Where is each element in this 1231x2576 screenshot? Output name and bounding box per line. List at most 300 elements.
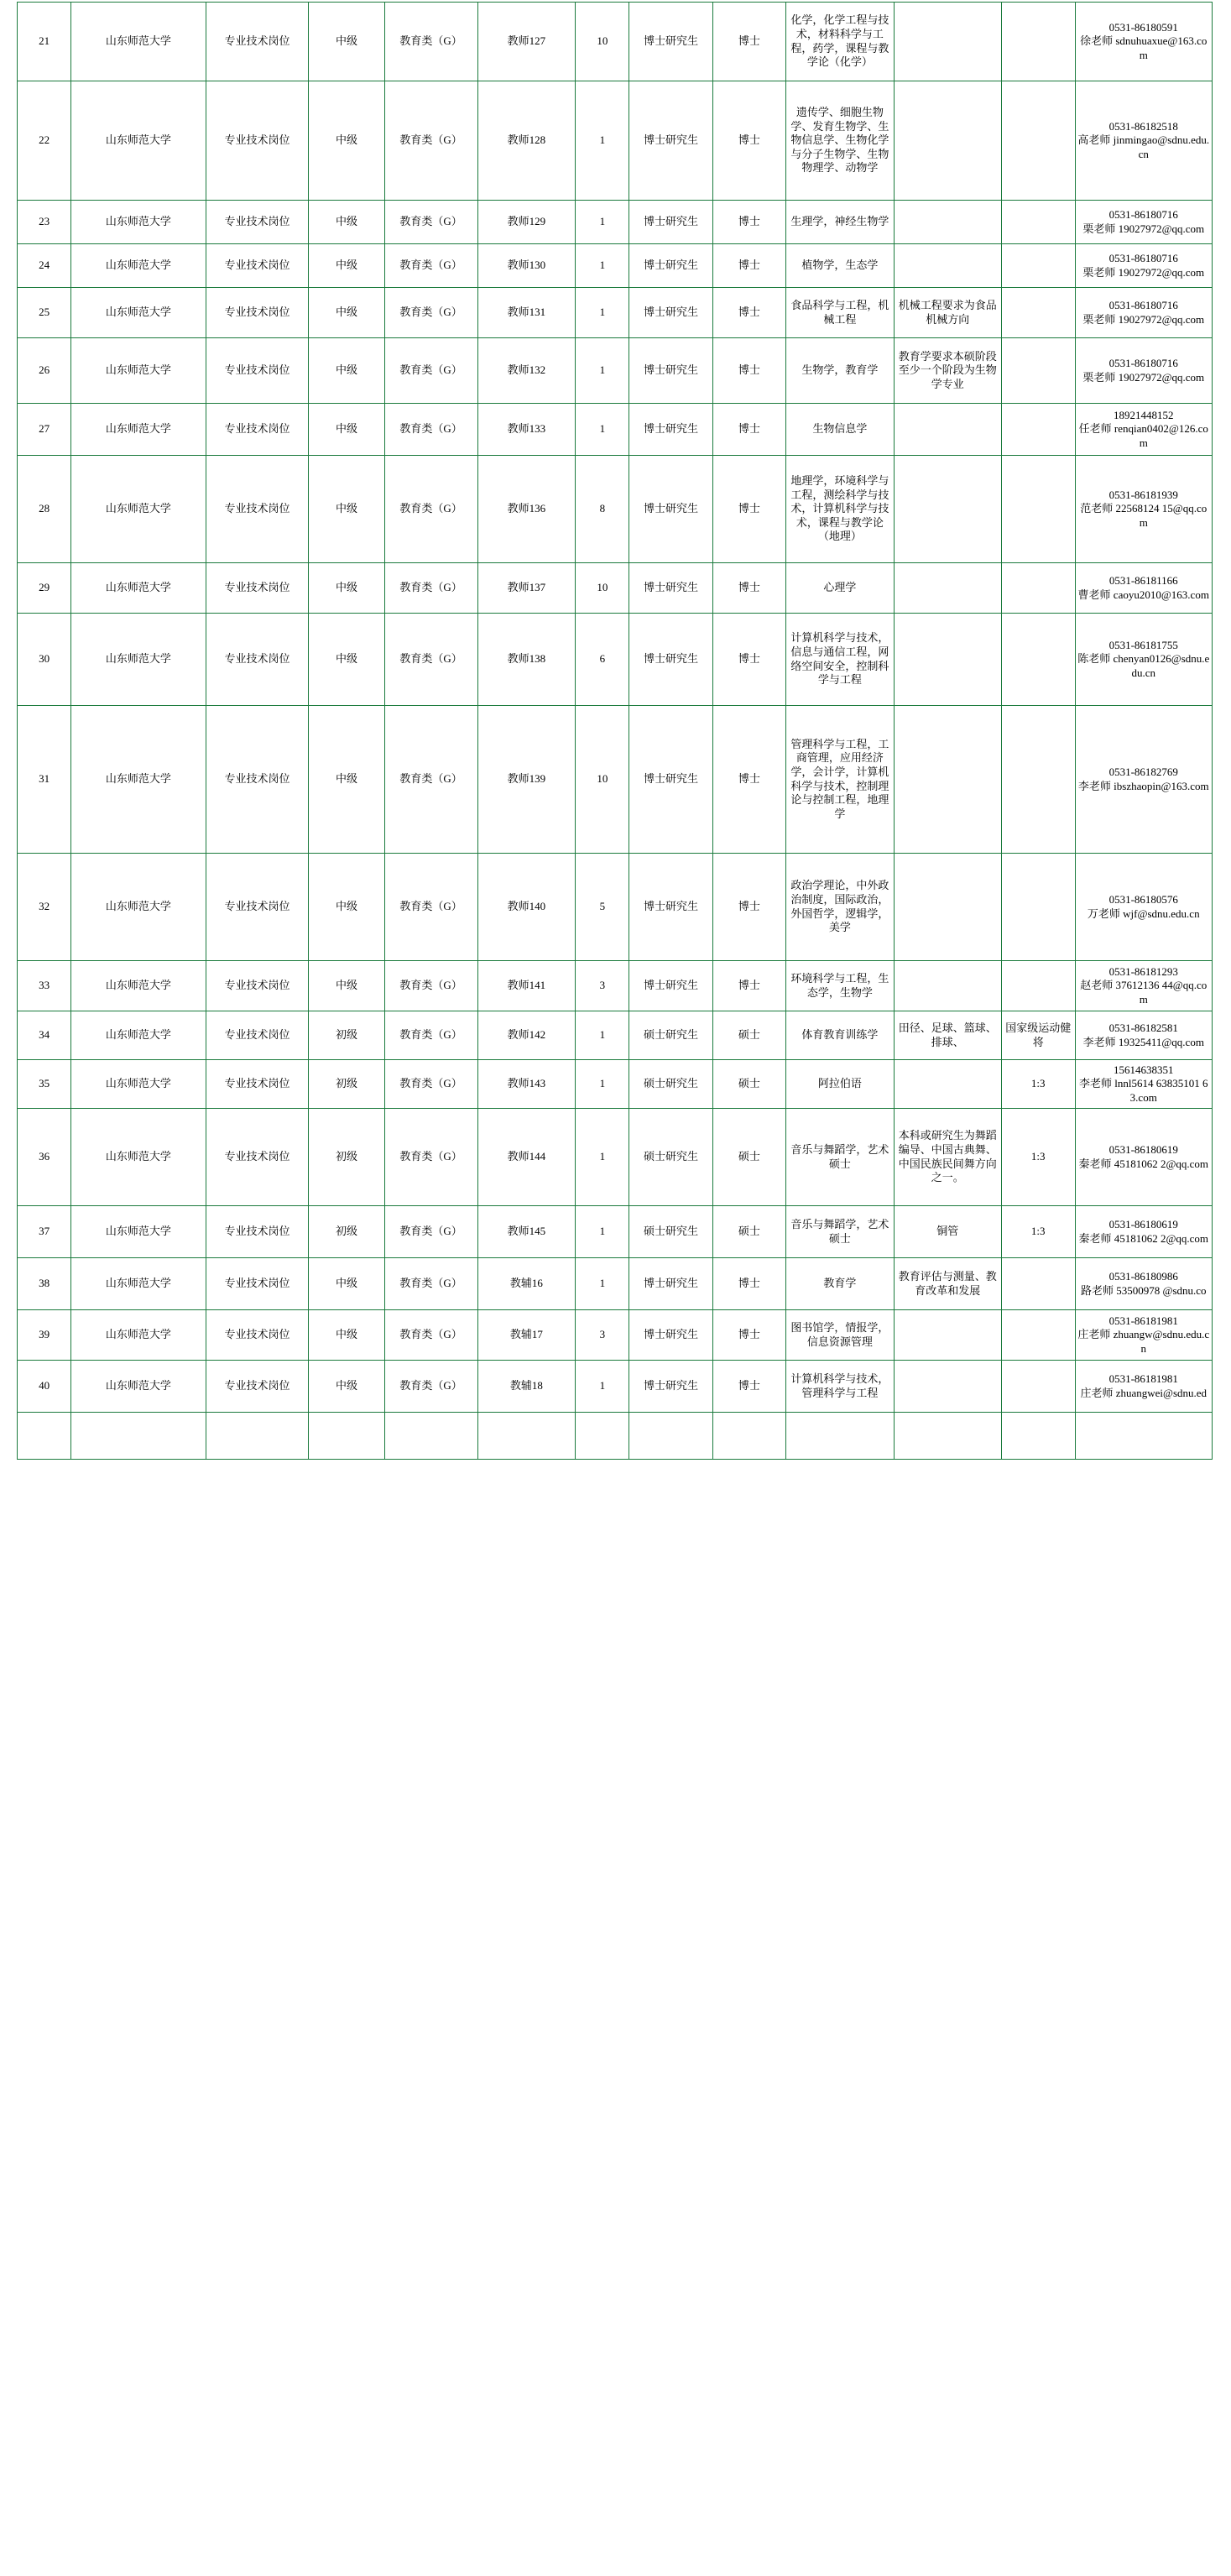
cell-ratio: [1001, 961, 1075, 1011]
cell-code: 教师133: [477, 404, 576, 456]
contact-phone: 0531-86181981: [1108, 1314, 1178, 1327]
cell-education: 博士研究生: [629, 1310, 712, 1361]
table-body: [18, 3, 1213, 1460]
cell-degree: 博士: [712, 563, 786, 614]
cell-other: [894, 1413, 1001, 1460]
cell-ratio: 1:3: [1001, 1109, 1075, 1206]
cell-education: 博士研究生: [629, 456, 712, 563]
contact-person: 栗老师 19027972@qq.com: [1082, 265, 1205, 279]
cell-contact: [1075, 563, 1213, 614]
cell-unit: 山东师范大学: [71, 1310, 206, 1361]
cell-category: 教育类（G）: [384, 1206, 477, 1258]
cell-no: 33: [18, 961, 71, 1011]
cell-no: 39: [18, 1310, 71, 1361]
cell-contact: [1075, 1206, 1213, 1258]
cell-degree: 博士: [712, 81, 786, 201]
cell-education: 硕士研究生: [629, 1060, 712, 1109]
contact-person: 赵老师 37612136 44@qq.com: [1080, 979, 1208, 1006]
cell-major: 管理科学与工程，工商管理，应用经济学，会计学，计算机科学与技术，控制理论与控制工程，地理学: [786, 706, 894, 854]
cell-contact: [1075, 961, 1213, 1011]
cell-major: 生物学，教育学: [786, 338, 894, 404]
cell-education: 硕士研究生: [629, 1011, 712, 1060]
cell-code: 教师143: [477, 1060, 576, 1109]
cell-category: 教育类（G）: [384, 614, 477, 706]
cell-other: [894, 244, 1001, 288]
cell-code: 教师138: [477, 614, 576, 706]
cell-level: 中级: [309, 338, 384, 404]
cell-post-type: 专业技术岗位: [206, 706, 309, 854]
cell-post-type: 专业技术岗位: [206, 614, 309, 706]
cell-education: 博士研究生: [629, 1361, 712, 1413]
table-row: [18, 404, 1213, 456]
cell-post-type: 专业技术岗位: [206, 1060, 309, 1109]
cell-code: 教师127: [477, 3, 576, 81]
cell-no: 23: [18, 201, 71, 244]
cell-count: 10: [576, 563, 629, 614]
cell-ratio: [1001, 706, 1075, 854]
cell-code: 教辅18: [477, 1361, 576, 1413]
cell-ratio: [1001, 563, 1075, 614]
cell-level: 中级: [309, 706, 384, 854]
cell-degree: 博士: [712, 1258, 786, 1310]
cell-other: [894, 3, 1001, 81]
cell-post-type: 专业技术岗位: [206, 1206, 309, 1258]
cell-other: 教育学要求本硕阶段至少一个阶段为生物学专业: [894, 338, 1001, 404]
cell-contact: [1075, 1258, 1213, 1310]
contact-phone: 0531-86180986: [1108, 1269, 1178, 1283]
cell-post-type: 专业技术岗位: [206, 81, 309, 201]
cell-degree: 博士: [712, 614, 786, 706]
contact-phone: 0531-86181981: [1108, 1372, 1178, 1385]
cell-major: [786, 1413, 894, 1460]
cell-no: 22: [18, 81, 71, 201]
cell-education: 博士研究生: [629, 288, 712, 338]
cell-ratio: [1001, 404, 1075, 456]
cell-degree: 博士: [712, 456, 786, 563]
table-row: [18, 854, 1213, 961]
cell-unit: 山东师范大学: [71, 201, 206, 244]
cell-major: 心理学: [786, 563, 894, 614]
cell-degree: 博士: [712, 854, 786, 961]
cell-level: 中级: [309, 201, 384, 244]
cell-other: 田径、足球、篮球、排球、: [894, 1011, 1001, 1060]
cell-code: 教师136: [477, 456, 576, 563]
cell-degree: 博士: [712, 201, 786, 244]
cell-unit: 山东师范大学: [71, 404, 206, 456]
cell-post-type: 专业技术岗位: [206, 338, 309, 404]
cell-unit: 山东师范大学: [71, 1361, 206, 1413]
contact-phone: 0531-86181293: [1108, 964, 1178, 978]
cell-other: 教育评估与测量、教育改革和发展: [894, 1258, 1001, 1310]
cell-unit: 山东师范大学: [71, 456, 206, 563]
table-row: [18, 1258, 1213, 1310]
contact-person: 李老师 19325411@qq.com: [1082, 1035, 1204, 1048]
cell-count: 1: [576, 404, 629, 456]
cell-major: 音乐与舞蹈学，艺术硕士: [786, 1206, 894, 1258]
cell-no: 38: [18, 1258, 71, 1310]
cell-no: 28: [18, 456, 71, 563]
cell-category: 教育类（G）: [384, 961, 477, 1011]
cell-ratio: [1001, 614, 1075, 706]
cell-level: 中级: [309, 404, 384, 456]
cell-level: 中级: [309, 1310, 384, 1361]
contact-phone: 0531-86180716: [1108, 298, 1178, 311]
cell-major: 音乐与舞蹈学，艺术硕士: [786, 1109, 894, 1206]
cell-category: 教育类（G）: [384, 1109, 477, 1206]
cell-unit: 山东师范大学: [71, 81, 206, 201]
cell-contact: [1075, 854, 1213, 961]
cell-major: 生理学，神经生物学: [786, 201, 894, 244]
cell-level: 中级: [309, 1258, 384, 1310]
cell-education: 博士研究生: [629, 404, 712, 456]
cell-major: 环境科学与工程，生态学，生物学: [786, 961, 894, 1011]
cell-code: 教师137: [477, 563, 576, 614]
cell-contact: [1075, 338, 1213, 404]
table-row: [18, 1310, 1213, 1361]
cell-contact: [1075, 404, 1213, 456]
cell-code: 教师144: [477, 1109, 576, 1206]
cell-level: 中级: [309, 288, 384, 338]
cell-contact: [1075, 1413, 1213, 1460]
cell-category: 教育类（G）: [384, 854, 477, 961]
cell-unit: 山东师范大学: [71, 1060, 206, 1109]
contact-person: 范老师 22568124 15@qq.com: [1080, 502, 1208, 529]
table-row: [18, 456, 1213, 563]
cell-major: 遗传学、细胞生物学、发育生物学、生物信息学、生物化学与分子生物学、生物物理学、动物学: [786, 81, 894, 201]
cell-unit: 山东师范大学: [71, 338, 206, 404]
cell-major: 生物信息学: [786, 404, 894, 456]
cell-no: 24: [18, 244, 71, 288]
cell-contact: [1075, 1060, 1213, 1109]
cell-count: 10: [576, 3, 629, 81]
table-row: [18, 81, 1213, 201]
cell-post-type: 专业技术岗位: [206, 563, 309, 614]
contact-person: 任老师 renqian0402@126.com: [1078, 422, 1208, 449]
cell-contact: [1075, 288, 1213, 338]
cell-education: 博士研究生: [629, 854, 712, 961]
cell-ratio: [1001, 1310, 1075, 1361]
cell-other: 本科或研究生为舞蹈编导、中国古典舞、中国民族民间舞方向之一。: [894, 1109, 1001, 1206]
cell-contact: [1075, 1011, 1213, 1060]
table-row: [18, 614, 1213, 706]
cell-major: 食品科学与工程，机械工程: [786, 288, 894, 338]
contact-phone: 18921448152: [1114, 408, 1174, 421]
cell-other: [894, 81, 1001, 201]
cell-education: 博士研究生: [629, 614, 712, 706]
cell-degree: 博士: [712, 288, 786, 338]
cell-no: 30: [18, 614, 71, 706]
table-row: [18, 1011, 1213, 1060]
contact-person: 李老师 lnnl5614 63835101 63.com: [1079, 1077, 1208, 1104]
contact-person: 曹老师 caoyu2010@163.com: [1077, 588, 1209, 601]
cell-education: 博士研究生: [629, 563, 712, 614]
cell-category: 教育类（G）: [384, 3, 477, 81]
cell-post-type: 专业技术岗位: [206, 456, 309, 563]
cell-count: 1: [576, 288, 629, 338]
cell-degree: 博士: [712, 244, 786, 288]
cell-level: 中级: [309, 456, 384, 563]
cell-major: 政治学理论，中外政治制度，国际政治，外国哲学，逻辑学，美学: [786, 854, 894, 961]
cell-unit: 山东师范大学: [71, 244, 206, 288]
contact-phone: 0531-86181939: [1108, 488, 1178, 501]
cell-post-type: 专业技术岗位: [206, 404, 309, 456]
cell-degree: 博士: [712, 1361, 786, 1413]
cell-count: 1: [576, 1361, 629, 1413]
cell-code: 教师130: [477, 244, 576, 288]
table-row: [18, 1206, 1213, 1258]
contact-phone: 0531-86180619: [1108, 1217, 1178, 1231]
cell-post-type: 专业技术岗位: [206, 201, 309, 244]
cell-count: 1: [576, 81, 629, 201]
cell-unit: 山东师范大学: [71, 3, 206, 81]
cell-category: 教育类（G）: [384, 81, 477, 201]
cell-degree: 博士: [712, 706, 786, 854]
cell-ratio: [1001, 338, 1075, 404]
cell-category: 教育类（G）: [384, 201, 477, 244]
cell-code: 教师128: [477, 81, 576, 201]
table-row: [18, 3, 1213, 81]
cell-other: 铜管: [894, 1206, 1001, 1258]
cell-no: 40: [18, 1361, 71, 1413]
table-row: [18, 338, 1213, 404]
cell-post-type: 专业技术岗位: [206, 1258, 309, 1310]
table-row: [18, 961, 1213, 1011]
cell-major: 教育学: [786, 1258, 894, 1310]
cell-count: 6: [576, 614, 629, 706]
cell-other: [894, 563, 1001, 614]
cell-code: 教师145: [477, 1206, 576, 1258]
cell-major: 植物学，生态学: [786, 244, 894, 288]
cell-other: [894, 961, 1001, 1011]
cell-education: [629, 1413, 712, 1460]
cell-degree: 博士: [712, 404, 786, 456]
cell-category: 教育类（G）: [384, 244, 477, 288]
cell-code: 教师132: [477, 338, 576, 404]
contact-phone: 0531-86181755: [1108, 638, 1178, 651]
cell-no: 21: [18, 3, 71, 81]
cell-no: 31: [18, 706, 71, 854]
cell-category: 教育类（G）: [384, 563, 477, 614]
cell-unit: 山东师范大学: [71, 563, 206, 614]
cell-count: 3: [576, 961, 629, 1011]
cell-other: 机械工程要求为食品机械方向: [894, 288, 1001, 338]
cell-level: 中级: [309, 563, 384, 614]
cell-ratio: 1:3: [1001, 1206, 1075, 1258]
cell-category: 教育类（G）: [384, 288, 477, 338]
cell-count: 1: [576, 1011, 629, 1060]
contact-person: 李老师 ibszhaopin@163.com: [1077, 779, 1209, 792]
contact-person: 庄老师 zhuangwei@sdnu.ed: [1080, 1386, 1208, 1399]
cell-level: 中级: [309, 961, 384, 1011]
cell-count: 1: [576, 1206, 629, 1258]
cell-category: 教育类（G）: [384, 338, 477, 404]
cell-ratio: [1001, 3, 1075, 81]
cell-major: 计算机科学与技术，信息与通信工程，网络空间安全，控制科学与工程: [786, 614, 894, 706]
cell-contact: [1075, 244, 1213, 288]
cell-unit: 山东师范大学: [71, 961, 206, 1011]
cell-ratio: [1001, 288, 1075, 338]
table-row: [18, 563, 1213, 614]
contact-person: 万老师 wjf@sdnu.edu.cn: [1087, 907, 1200, 920]
cell-count: [576, 1413, 629, 1460]
cell-post-type: 专业技术岗位: [206, 288, 309, 338]
cell-education: 博士研究生: [629, 961, 712, 1011]
contact-person: 路老师 53500978 @sdnu.co: [1080, 1283, 1207, 1297]
cell-other: [894, 614, 1001, 706]
cell-ratio: [1001, 1258, 1075, 1310]
cell-level: 中级: [309, 81, 384, 201]
table-row: [18, 706, 1213, 854]
cell-level: 初级: [309, 1011, 384, 1060]
contact-phone: 0531-86180716: [1108, 356, 1178, 369]
cell-count: 5: [576, 854, 629, 961]
cell-unit: 山东师范大学: [71, 1109, 206, 1206]
cell-no: 26: [18, 338, 71, 404]
cell-unit: 山东师范大学: [71, 1258, 206, 1310]
cell-contact: [1075, 1361, 1213, 1413]
cell-education: 博士研究生: [629, 201, 712, 244]
cell-count: 10: [576, 706, 629, 854]
cell-post-type: 专业技术岗位: [206, 244, 309, 288]
cell-degree: [712, 1413, 786, 1460]
cell-category: 教育类（G）: [384, 456, 477, 563]
table-row: [18, 1109, 1213, 1206]
cell-degree: 硕士: [712, 1060, 786, 1109]
contact-person: 高老师 jinmingao@sdnu.edu.cn: [1077, 133, 1210, 160]
contact-person: 秦老师 45181062 2@qq.com: [1078, 1231, 1209, 1245]
cell-ratio: [1001, 81, 1075, 201]
contact-person: 栗老师 19027972@qq.com: [1082, 312, 1205, 326]
cell-count: 1: [576, 1060, 629, 1109]
contact-phone: 0531-86180576: [1108, 892, 1178, 906]
cell-level: 初级: [309, 1206, 384, 1258]
cell-no: [18, 1413, 71, 1460]
contact-phone: 0531-86182581: [1108, 1021, 1178, 1034]
cell-other: [894, 201, 1001, 244]
cell-contact: [1075, 1310, 1213, 1361]
document-page: [0, 2, 1231, 1460]
cell-level: 中级: [309, 614, 384, 706]
cell-no: 36: [18, 1109, 71, 1206]
cell-code: 教师140: [477, 854, 576, 961]
cell-level: [309, 1413, 384, 1460]
cell-degree: 博士: [712, 3, 786, 81]
cell-count: 1: [576, 201, 629, 244]
cell-other: [894, 1361, 1001, 1413]
contact-phone: 15614638351: [1114, 1063, 1174, 1076]
cell-level: 中级: [309, 3, 384, 81]
cell-contact: [1075, 201, 1213, 244]
cell-post-type: 专业技术岗位: [206, 1109, 309, 1206]
cell-category: 教育类（G）: [384, 404, 477, 456]
cell-no: 32: [18, 854, 71, 961]
cell-ratio: [1001, 456, 1075, 563]
cell-contact: [1075, 456, 1213, 563]
cell-category: [384, 1413, 477, 1460]
contact-phone: 0531-86181166: [1108, 573, 1178, 587]
cell-education: 博士研究生: [629, 1258, 712, 1310]
recruitment-table: [17, 2, 1213, 1460]
cell-other: [894, 404, 1001, 456]
cell-other-2: 国家级运动健将: [1001, 1011, 1075, 1060]
cell-post-type: 专业技术岗位: [206, 1011, 309, 1060]
cell-category: 教育类（G）: [384, 1361, 477, 1413]
cell-education: 硕士研究生: [629, 1206, 712, 1258]
table-row: [18, 1413, 1213, 1460]
contact-person: 栗老师 19027972@qq.com: [1082, 222, 1205, 235]
cell-count: 8: [576, 456, 629, 563]
cell-category: 教育类（G）: [384, 1310, 477, 1361]
table-row: [18, 288, 1213, 338]
table-row: [18, 244, 1213, 288]
cell-degree: 硕士: [712, 1109, 786, 1206]
cell-post-type: [206, 1413, 309, 1460]
cell-level: 初级: [309, 1060, 384, 1109]
cell-category: 教育类（G）: [384, 1011, 477, 1060]
cell-ratio: [1001, 1413, 1075, 1460]
cell-code: 教师131: [477, 288, 576, 338]
cell-unit: [71, 1413, 206, 1460]
contact-person: 庄老师 zhuangw@sdnu.edu.cn: [1077, 1328, 1210, 1355]
cell-code: [477, 1413, 576, 1460]
cell-level: 中级: [309, 244, 384, 288]
cell-level: 中级: [309, 854, 384, 961]
cell-no: 34: [18, 1011, 71, 1060]
contact-person: 栗老师 19027972@qq.com: [1082, 370, 1205, 384]
cell-major: 阿拉伯语: [786, 1060, 894, 1109]
cell-other: [894, 1060, 1001, 1109]
contact-phone: 0531-86180619: [1108, 1142, 1178, 1156]
cell-post-type: 专业技术岗位: [206, 1361, 309, 1413]
cell-contact: [1075, 706, 1213, 854]
cell-unit: 山东师范大学: [71, 1011, 206, 1060]
cell-major: 图书馆学，情报学，信息资源管理: [786, 1310, 894, 1361]
cell-post-type: 专业技术岗位: [206, 3, 309, 81]
contact-phone: 0531-86182518: [1108, 119, 1178, 133]
cell-post-type: 专业技术岗位: [206, 961, 309, 1011]
cell-education: 硕士研究生: [629, 1109, 712, 1206]
cell-code: 教师139: [477, 706, 576, 854]
cell-count: 1: [576, 1258, 629, 1310]
cell-no: 25: [18, 288, 71, 338]
cell-unit: 山东师范大学: [71, 706, 206, 854]
cell-ratio: [1001, 1361, 1075, 1413]
cell-category: 教育类（G）: [384, 1258, 477, 1310]
cell-degree: 博士: [712, 961, 786, 1011]
cell-code: 教师142: [477, 1011, 576, 1060]
cell-education: 博士研究生: [629, 81, 712, 201]
cell-code: 教师141: [477, 961, 576, 1011]
cell-contact: [1075, 614, 1213, 706]
cell-other: [894, 456, 1001, 563]
cell-unit: 山东师范大学: [71, 288, 206, 338]
cell-level: 中级: [309, 1361, 384, 1413]
table-row: [18, 201, 1213, 244]
cell-count: 1: [576, 338, 629, 404]
contact-person: 陈老师 chenyan0126@sdnu.edu.cn: [1077, 652, 1210, 679]
cell-no: 35: [18, 1060, 71, 1109]
cell-ratio: [1001, 244, 1075, 288]
cell-other: [894, 706, 1001, 854]
cell-contact: [1075, 1109, 1213, 1206]
contact-phone: 0531-86180591: [1108, 20, 1178, 34]
table-row: [18, 1361, 1213, 1413]
cell-count: 1: [576, 1109, 629, 1206]
cell-ratio: [1001, 854, 1075, 961]
contact-phone: 0531-86180716: [1108, 207, 1178, 221]
cell-ratio: [1001, 201, 1075, 244]
contact-person: 徐老师 sdnuhuaxue@163.com: [1080, 34, 1208, 61]
